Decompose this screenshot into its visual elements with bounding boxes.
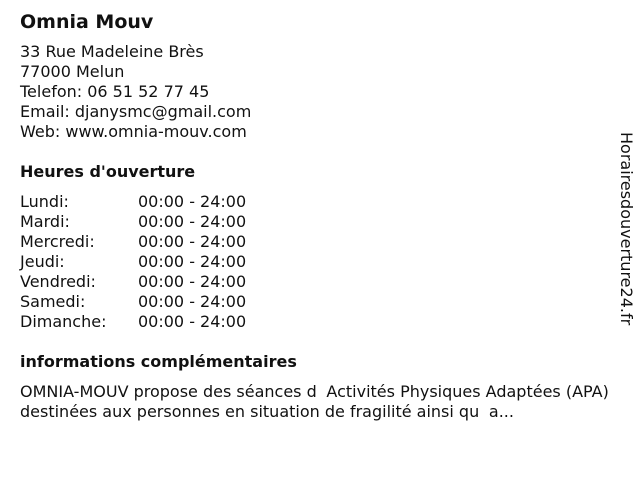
hours-row [20,232,620,252]
additional-info-text: OMNIA-MOUV propose des séances dActivités Physiques Adaptées (APA) destinées aux personnes en situation de fragilité ainsi qua... [20,382,609,421]
address-city: 77000 Melun [20,62,125,81]
hours-time: 00:00 - 24:00 [138,312,247,331]
hours-day: Dimanche: [20,312,107,331]
hours-row [20,312,620,332]
hours-day: Mardi: [20,212,70,231]
hours-row [20,252,620,272]
additional-info-title: informations complémentaires [20,352,297,371]
business-card [20,10,620,422]
hours-day: Mercredi: [20,232,95,251]
site-watermark: Horairesdouverture24.fr [617,132,636,326]
opening-hours-table [20,192,620,332]
opening-hours-title: Heures d'ouverture [20,162,196,181]
hours-day: Lundi: [20,192,69,211]
hours-time: 00:00 - 24:00 [138,252,247,271]
hours-row [20,192,620,212]
hours-time: 00:00 - 24:00 [138,232,247,251]
hours-time: 00:00 - 24:00 [138,272,247,291]
hours-row [20,272,620,292]
business-name: Omnia Mouv [20,11,154,33]
address-street: 33 Rue Madeleine Brès [20,42,204,61]
hours-row [20,292,620,312]
hours-day: Samedi: [20,292,86,311]
email-address: Email: djanysmc@gmail.com [20,102,252,121]
website: Web: www.omnia-mouv.com [20,122,247,141]
hours-time: 00:00 - 24:00 [138,192,247,211]
hours-row [20,212,620,232]
hours-time: 00:00 - 24:00 [138,212,247,231]
phone-number: Telefon: 06 51 52 77 45 [20,82,210,101]
hours-time: 00:00 - 24:00 [138,292,247,311]
hours-day: Vendredi: [20,272,96,291]
hours-day: Jeudi: [20,252,65,271]
